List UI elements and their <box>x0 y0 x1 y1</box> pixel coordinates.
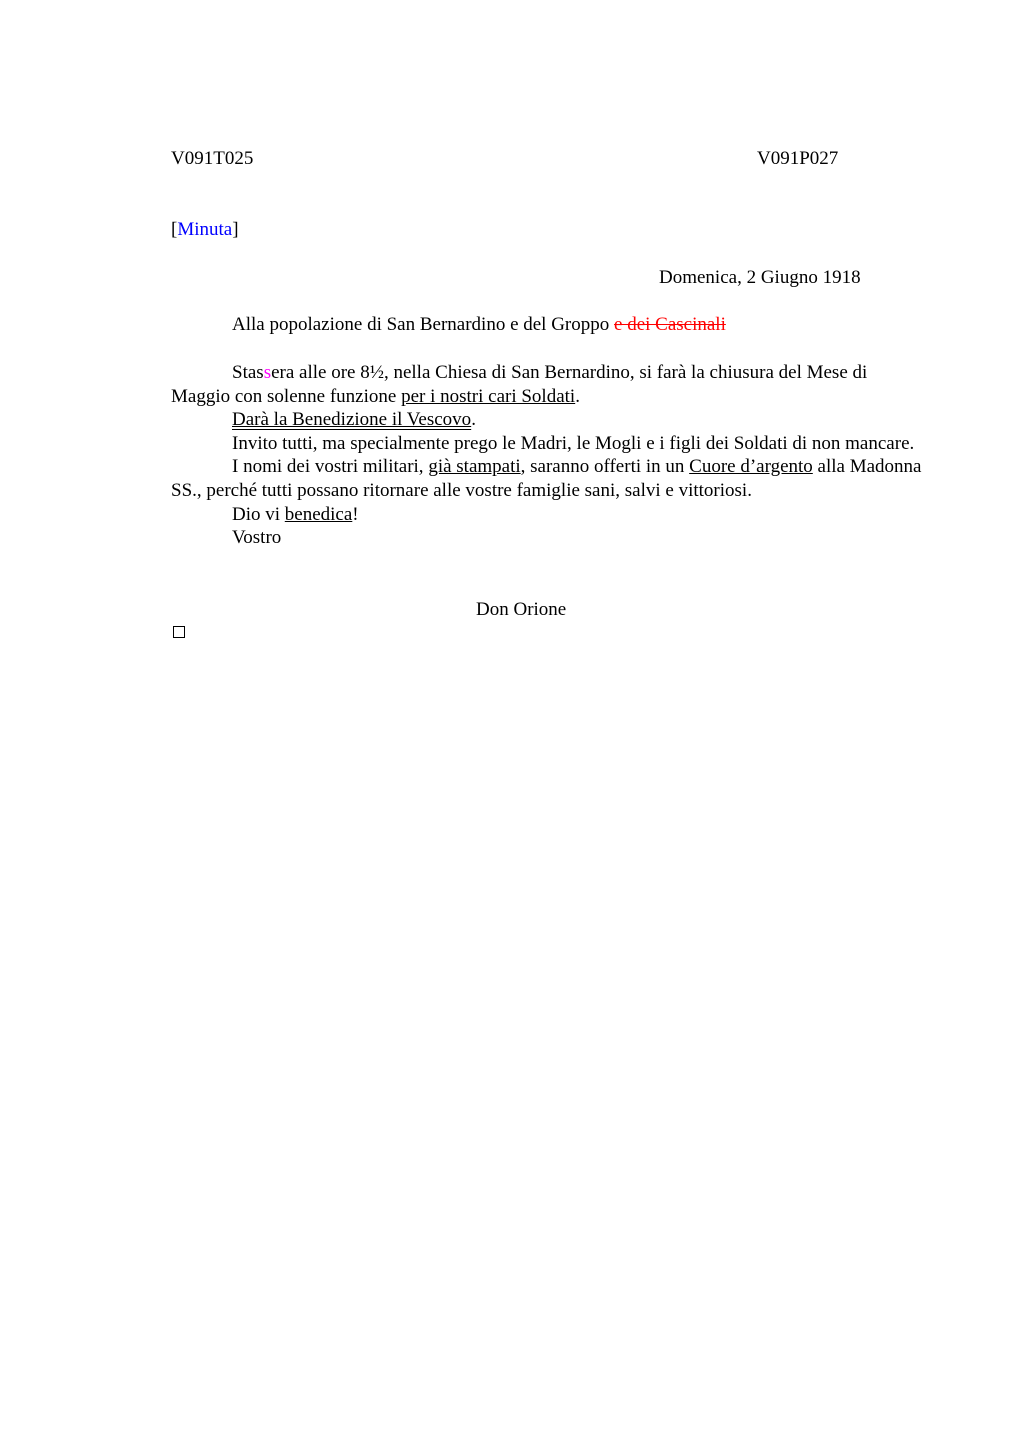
p5-end: ! <box>352 503 359 525</box>
addressee-line <box>232 313 726 336</box>
p1-highlighted-letter: s <box>263 362 272 383</box>
minuta-word: Minuta <box>177 219 233 240</box>
struck-addressee-text: e dei Cascinali <box>614 314 726 335</box>
p4-underlined-2: Cuore d’argento <box>689 456 813 478</box>
p4-start: I nomi dei vostri militari, <box>232 456 429 478</box>
document-code-left: V091T025 <box>171 148 254 169</box>
p1-rest: era alle ore 8½, nella Chiesa di San Bernardino, si farà la chiusura del Mese di Maggio con solenne funzione <box>171 362 868 407</box>
letter-date: Domenica, 2 Giugno 1918 <box>659 267 861 288</box>
open-bracket: [ <box>171 219 178 240</box>
p4-middle: , saranno offerti in un <box>520 456 690 478</box>
p2-underlined: Darà la Benedizione il Vescovo <box>232 409 472 431</box>
p1-end: . <box>575 385 580 407</box>
p1-start: Stas <box>232 362 264 383</box>
minuta-label <box>171 218 239 241</box>
body-paragraph-2 <box>171 408 931 432</box>
signature: Don Orione <box>476 599 567 620</box>
document-code-right: V091P027 <box>757 148 839 169</box>
body-paragraph-4 <box>171 455 931 502</box>
p5-underlined: benedica <box>284 503 353 525</box>
close-bracket: ] <box>232 219 239 240</box>
p1-underlined: per i nostri cari Soldati <box>401 385 576 407</box>
body-paragraph-3: Invito tutti, ma specialmente prego le Madri, le Mogli e i figli dei Soldati di non mancare. <box>232 432 915 454</box>
p2-end: . <box>471 409 476 431</box>
letter-body <box>171 361 931 550</box>
body-paragraph-5 <box>171 503 931 527</box>
p4-end: alla Madonna SS., perché tutti possano ritornare alle vostre famiglie sani, salvi e vittoriosi. <box>171 456 922 501</box>
p5-start: Dio vi <box>232 503 285 525</box>
body-paragraph-6: Vostro <box>232 527 282 549</box>
p4-underlined-1: già stampati <box>428 456 521 478</box>
addressee-text: Alla popolazione di San Bernardino e del Groppo <box>232 314 610 335</box>
square-box-icon <box>173 626 185 638</box>
body-paragraph-1 <box>171 361 931 408</box>
